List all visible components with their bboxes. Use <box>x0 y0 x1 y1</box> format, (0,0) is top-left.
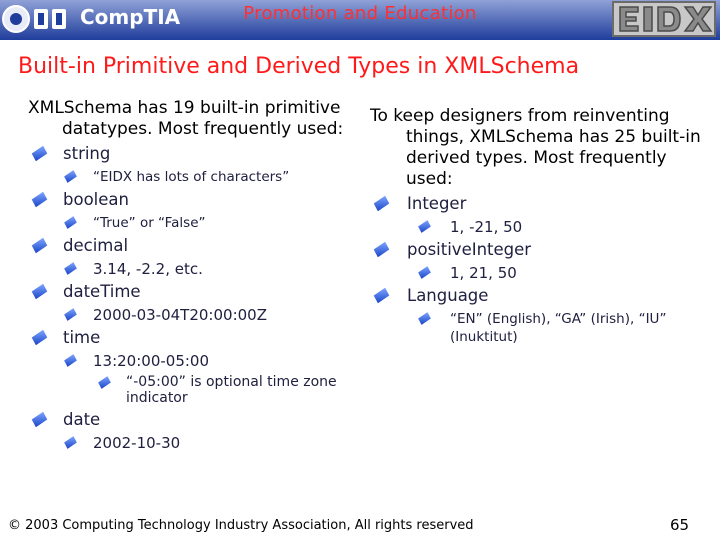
bullet-icon <box>418 266 431 279</box>
bullet-icon <box>418 312 431 325</box>
sub-item <box>28 306 346 324</box>
list-item-boolean <box>28 190 346 210</box>
item-label: time <box>63 328 101 347</box>
header-title: Promotion and Education <box>243 3 477 24</box>
bullet-icon <box>64 216 77 229</box>
item-label: Integer <box>407 194 467 213</box>
item-label: decimal <box>63 236 129 255</box>
item-label: dateTime <box>63 282 141 301</box>
sub-item-text: “EIDX has lots of characters” <box>93 169 290 185</box>
sub-item-text: 13:20:00-05:00 <box>93 352 210 370</box>
bullet-icon <box>32 412 48 428</box>
sub-item-text: “True” or “False” <box>93 215 206 231</box>
bullet-icon <box>64 308 77 321</box>
bullet-icon <box>374 196 390 212</box>
sub-item <box>28 260 346 278</box>
sub-sub-item <box>28 374 346 406</box>
bullet-icon <box>32 146 48 162</box>
bullet-icon <box>64 354 77 367</box>
right-column <box>370 106 710 350</box>
sub-item-text: 1, 21, 50 <box>450 264 517 282</box>
bullet-icon <box>374 242 390 258</box>
comptia-logo-text: CompTIA <box>80 5 181 29</box>
list-item-decimal <box>28 236 346 256</box>
list-item-time <box>28 328 346 348</box>
left-intro: XMLSchema has 19 built-in primitive datatypes. Most frequently used: <box>28 98 344 139</box>
bullet-icon <box>32 192 48 208</box>
bullet-icon <box>418 220 431 233</box>
sub-item-text: 1, -21, 50 <box>450 218 523 236</box>
sub-item <box>370 310 710 346</box>
item-label: positiveInteger <box>407 240 532 259</box>
bullet-icon <box>64 262 77 275</box>
list-item-positiveinteger <box>370 240 710 260</box>
footer-copyright: © 2003 Computing Technology Industry Association, All rights reserved <box>8 518 474 533</box>
sub-item <box>28 352 346 370</box>
item-label: Language <box>407 286 489 305</box>
sub-item <box>28 434 346 452</box>
bullet-icon <box>32 284 48 300</box>
slide-title: Built-in Primitive and Derived Types in XMLSchema <box>18 54 580 79</box>
sub-item <box>28 168 346 186</box>
sub-item <box>370 264 710 282</box>
bullet-icon <box>374 288 390 304</box>
bullet-icon <box>32 330 48 346</box>
page-number: 65 <box>670 516 690 534</box>
right-intro: To keep designers from reinventing things, XMLSchema has 25 built-in derived types. Most frequently used: <box>370 106 701 189</box>
sub-item-text: 2002-10-30 <box>93 434 181 452</box>
sub-item <box>370 218 710 236</box>
left-column <box>28 98 346 456</box>
list-item-datetime <box>28 282 346 302</box>
list-item-integer <box>370 194 710 214</box>
header-band <box>0 0 720 40</box>
sub-item-text: “EN” (English), “GA” (Irish), “IU” (Inuktitut) <box>450 311 667 345</box>
sub-sub-item-text: “-05:00” is optional time zone indicator <box>126 374 337 406</box>
item-label: string <box>63 144 111 163</box>
bullet-icon <box>98 376 111 389</box>
item-label: boolean <box>63 190 129 209</box>
list-item-string <box>28 144 346 164</box>
eidx-logo <box>612 0 716 38</box>
sub-item-text: 3.14, -2.2, etc. <box>93 260 203 278</box>
sub-item-text: 2000-03-04T20:00:00Z <box>93 306 267 324</box>
bullet-icon <box>32 238 48 254</box>
item-label: date <box>63 410 101 429</box>
sub-item <box>28 214 346 232</box>
list-item-language <box>370 286 710 306</box>
bullet-icon <box>64 436 77 449</box>
list-item-date <box>28 410 346 430</box>
bullet-icon <box>64 170 77 183</box>
